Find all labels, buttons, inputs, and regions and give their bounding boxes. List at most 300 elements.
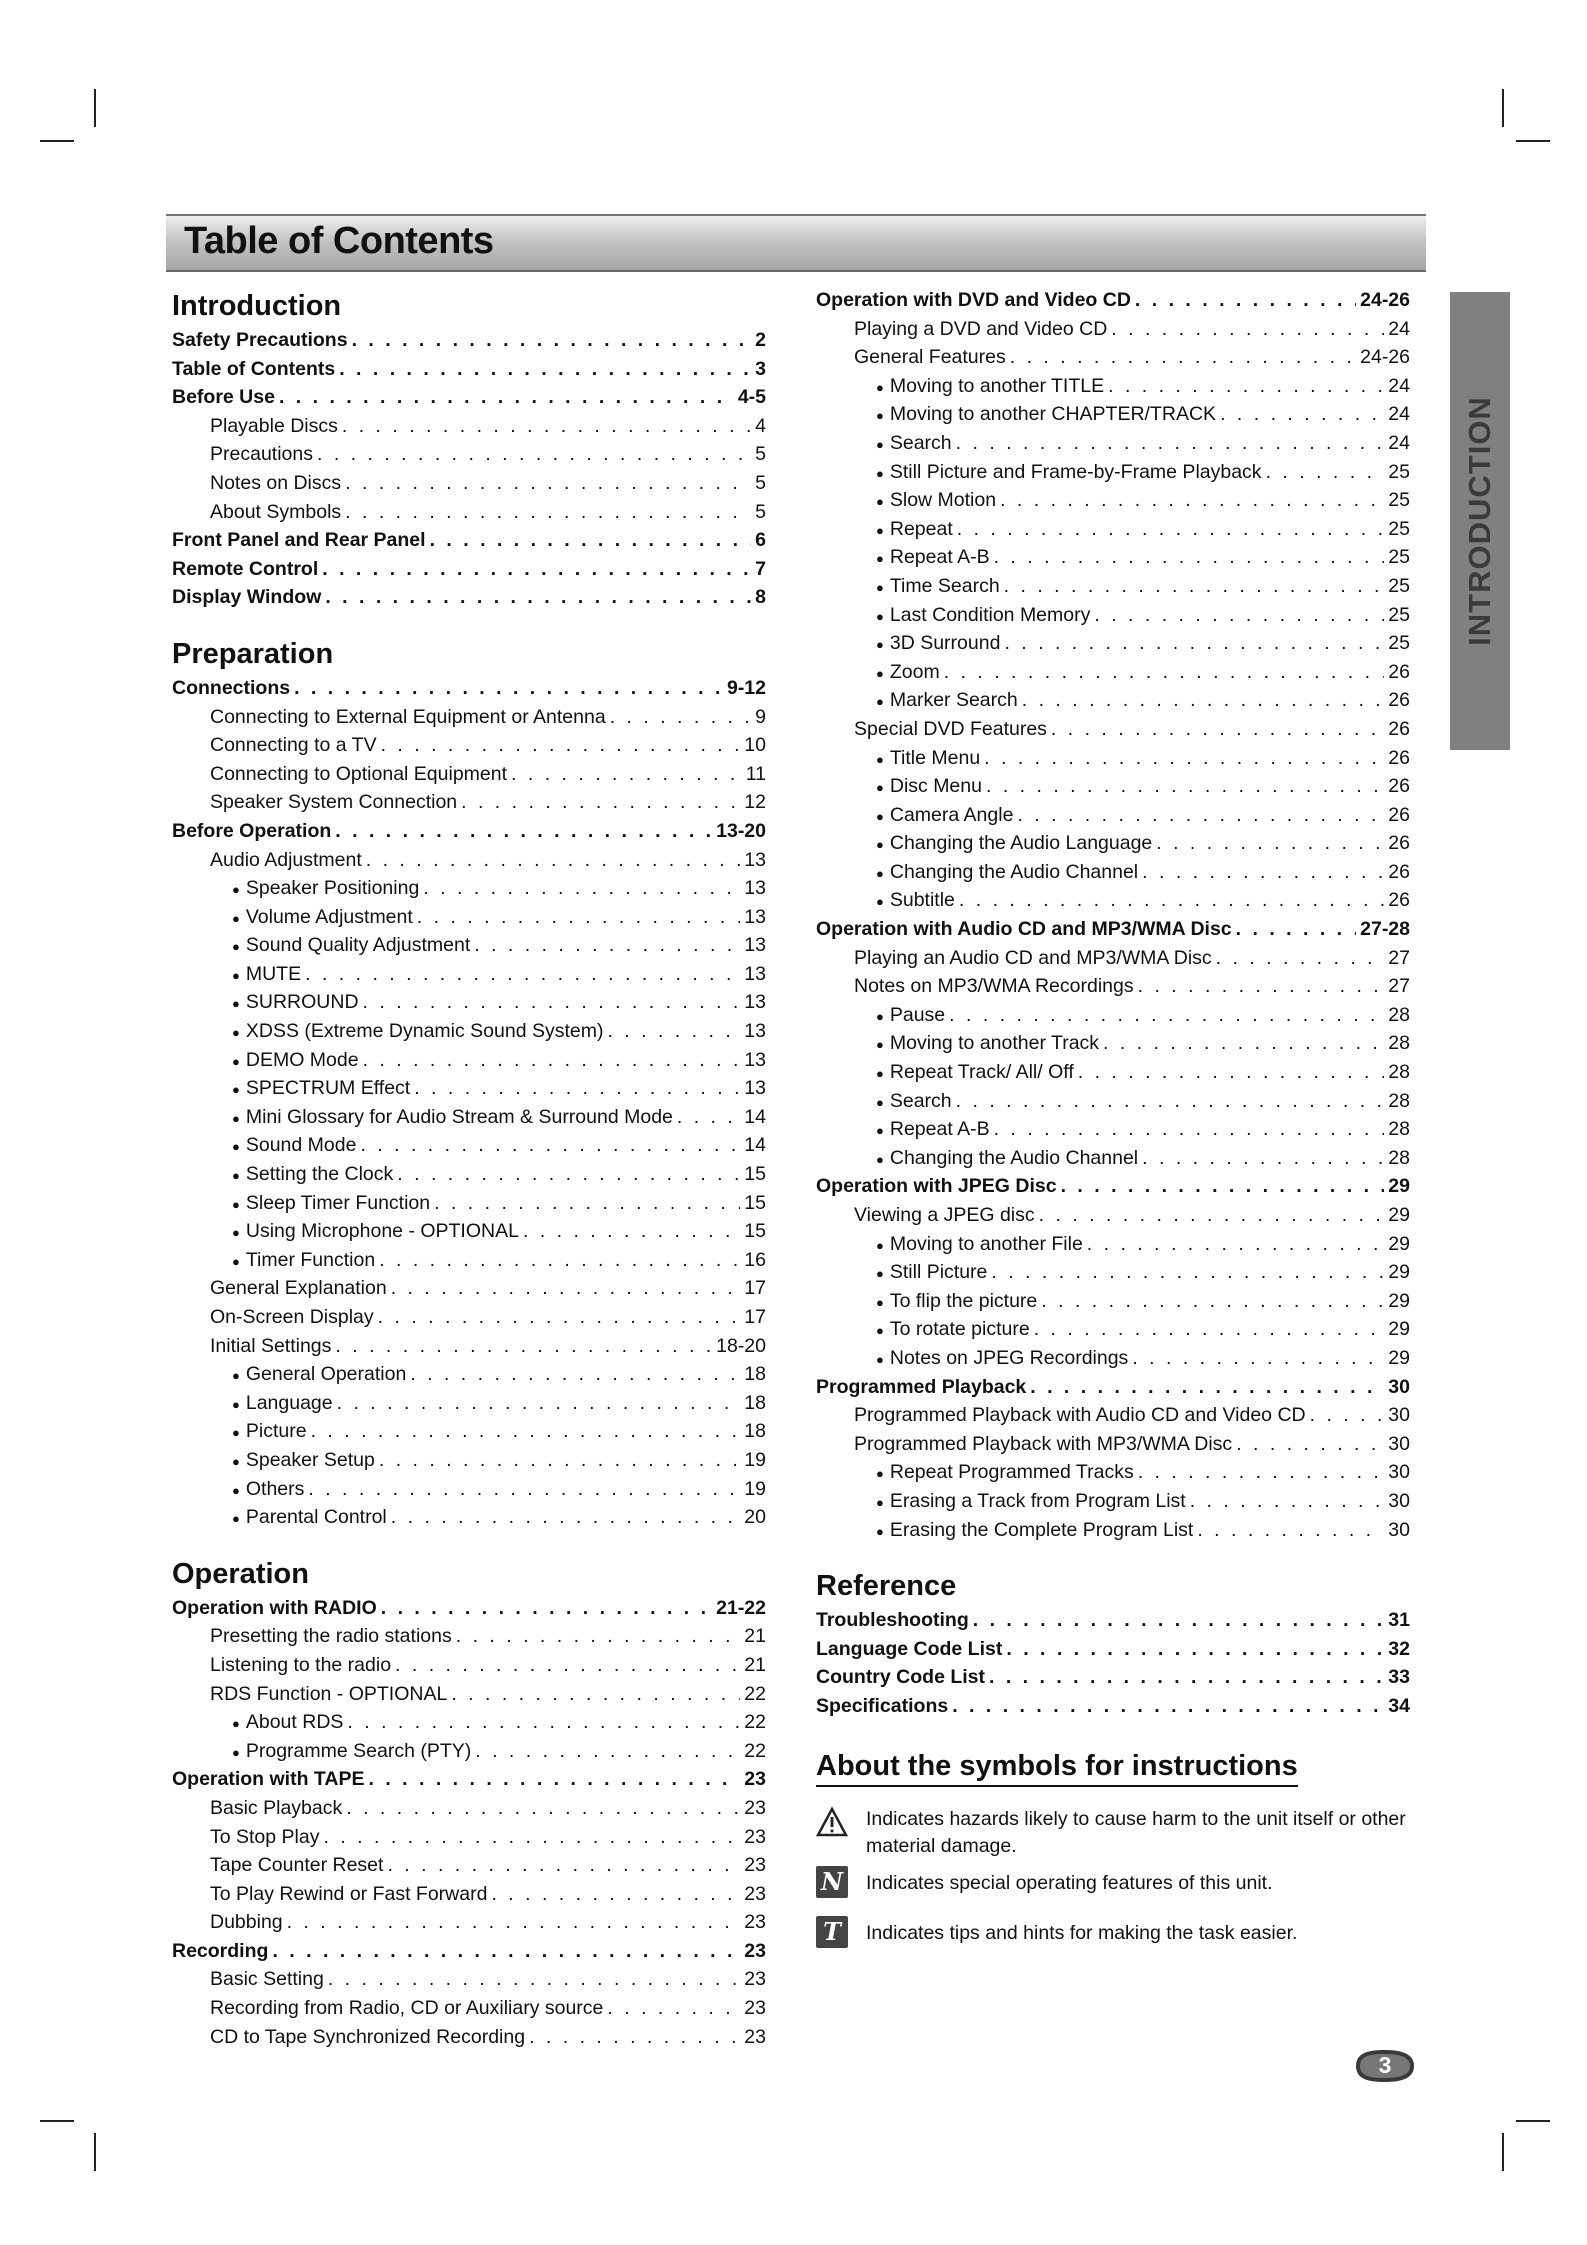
toc-entry-page: 29 [1388,1318,1410,1341]
bullet-icon: ● [232,1368,240,1384]
toc-entry [816,315,1410,344]
bullet-icon: ● [876,780,884,796]
dot-leader [677,1103,740,1132]
bullet-icon: ● [876,465,884,481]
toc-entry-title: Programmed Playback [816,1375,1027,1398]
toc-entry-title: MUTE [245,962,302,985]
toc-entry [816,1430,1410,1459]
dot-leader [1190,1487,1385,1516]
dot-leader [944,658,1385,687]
dot-leader [378,1303,741,1332]
dot-leader [1142,1144,1384,1173]
toc-entry [816,1401,1410,1430]
bullet-icon: ● [232,882,240,898]
toc-entry-title: Remote Control [172,557,319,580]
bullet-icon: ● [876,894,884,910]
dot-leader [323,1823,740,1852]
toc-entry-page: 27 [1388,946,1410,969]
toc-entry-title: Changing the Audio Channel [889,1146,1139,1169]
dot-leader [1004,572,1385,601]
toc-entry-title: Erasing the Complete Program List [889,1518,1194,1541]
toc-entry-page: 23 [744,1939,766,1962]
bullet-icon: ● [876,1066,884,1082]
toc-entry [172,788,766,817]
bullet-icon: ● [876,1008,884,1024]
toc-entry-title: Listening to the radio [210,1653,392,1676]
toc-entry [172,583,766,612]
toc-entry-title: Display Window [172,586,322,609]
bullet-icon: ● [876,694,884,710]
toc-entry [172,1475,766,1504]
toc-entry-title: Connections [172,676,291,699]
toc-entry [816,543,1410,572]
toc-entry [172,1880,766,1909]
toc-entry [172,1765,766,1794]
toc-entry-title: General Features [854,346,1006,369]
toc-entry-title: Language Code List [816,1637,1003,1660]
toc-entry [172,903,766,932]
crop-mark [94,89,96,127]
toc-entry [172,1360,766,1389]
dot-leader [957,515,1385,544]
toc-entry-page: 4-5 [737,386,766,409]
toc-entry-title: Playable Discs [210,414,338,437]
toc-entry [816,772,1410,801]
dot-leader [345,469,751,498]
toc-entry [816,1692,1410,1721]
dot-leader [949,1001,1384,1030]
dot-leader [322,555,751,584]
toc-entry-page: 29 [1388,1261,1410,1284]
toc-entry [816,601,1410,630]
toc-entry [172,1937,766,1966]
dot-leader [1138,1458,1385,1487]
dot-leader [335,817,712,846]
toc-entry-title: Initial Settings [210,1334,332,1357]
toc-entry [816,1458,1410,1487]
toc-entry [816,915,1410,944]
toc-entry-title: RDS Function - OPTIONAL [210,1682,448,1705]
toc-entry-page: 30 [1388,1518,1410,1541]
toc-entry-title: Mini Glossary for Audio Stream & Surround Mode [245,1105,673,1128]
toc-entry-title: Basic Playback [210,1796,343,1819]
toc-entry-page: 5 [755,471,766,494]
toc-entry-title: DEMO Mode [245,1048,359,1071]
toc-entry [172,1622,766,1651]
toc-entry [172,703,766,732]
toc-entry-title: Programme Search (PTY) [245,1739,472,1762]
bullet-icon: ● [876,637,884,653]
dot-leader [391,1274,741,1303]
toc-entry-page: 4 [755,414,766,437]
dot-leader [1000,486,1384,515]
bullet-icon: ● [232,1482,240,1498]
bullet-icon: ● [876,1237,884,1253]
toc-entry-page: 7 [755,557,766,580]
dot-leader [417,903,741,932]
toc-entry-page: 2 [755,329,766,351]
symbol-row-note [816,1866,1426,1898]
toc-entry-page: 26 [1388,860,1410,883]
dot-leader [325,583,751,612]
toc-entry [172,846,766,875]
toc-entry-page: 8 [755,586,766,609]
toc-entry-page: 21 [744,1653,766,1676]
toc-entry-title: SURROUND [245,991,359,1014]
bullet-icon: ● [876,1294,884,1310]
bullet-icon: ● [876,1037,884,1053]
toc-entry [816,572,1410,601]
toc-entry-page: 15 [744,1191,766,1214]
toc-entry-title: To flip the picture [889,1289,1038,1312]
bullet-icon: ● [876,551,884,567]
toc-entry-title: Playing an Audio CD and MP3/WMA Disc [854,946,1212,969]
toc-entry [816,1087,1410,1116]
dot-leader [1216,944,1385,973]
toc-entry-title: Programmed Playback with Audio CD and Video CD [854,1404,1306,1427]
toc-entry-title: Last Condition Memory [889,603,1091,626]
dot-leader [311,1417,741,1446]
symbol-row-warning [816,1806,1426,1860]
toc-entry [172,1389,766,1418]
toc-entry [172,1274,766,1303]
toc-entry [172,1332,766,1361]
toc-entry [816,1144,1410,1173]
dot-leader [1051,715,1384,744]
dot-leader [956,1087,1385,1116]
toc-entry [816,1373,1410,1402]
bullet-icon: ● [232,1453,240,1469]
toc-entry-title: CD to Tape Synchronized Recording [210,2025,526,2048]
side-tab-label: INTRODUCTION [1462,396,1497,646]
toc-entry [816,1663,1410,1692]
toc-entry [172,1503,766,1532]
dot-leader [607,1994,740,2023]
toc-entry [816,629,1410,658]
toc-entry [172,1046,766,1075]
bullet-icon: ● [232,1716,240,1732]
dot-leader [1138,972,1385,1001]
warning-triangle-icon [816,1806,848,1838]
toc-entry-page: 13 [744,1020,766,1043]
toc-entry-page: 14 [744,1134,766,1157]
toc-entry-page: 13 [744,962,766,985]
dot-leader [994,1115,1385,1144]
toc-entry [816,372,1410,401]
toc-entry-page: 20 [744,1506,766,1529]
dot-leader [1197,1516,1384,1545]
toc-entry-title: Erasing a Track from Program List [889,1489,1186,1512]
toc-entry-page: 30 [1388,1404,1410,1427]
toc-entry-title: Repeat A-B [889,546,990,569]
bullet-icon: ● [232,1225,240,1241]
toc-entry-title: Slow Motion [889,489,997,512]
dot-leader [368,1765,740,1794]
dot-leader [347,1708,740,1737]
toc-entry-title: Repeat Programmed Tracks [889,1461,1134,1484]
bullet-icon: ● [876,522,884,538]
bullet-icon: ● [232,1253,240,1269]
dot-leader [1039,1201,1385,1230]
toc-entry-title: Zoom [889,660,940,683]
dot-leader [1010,343,1356,372]
toc-entry-page: 5 [755,500,766,523]
bullet-icon: ● [876,1151,884,1167]
dot-leader [1017,801,1384,830]
toc-entry [816,944,1410,973]
dot-leader [1266,458,1385,487]
toc-entry-title: Title Menu [889,746,981,769]
toc-entry-page: 29 [1388,1289,1410,1312]
toc-entry-title: Subtitle [889,889,955,912]
bullet-icon: ● [876,751,884,767]
toc-entry-title: Pause [889,1003,946,1026]
toc-entry [172,469,766,498]
dot-leader [305,960,740,989]
dot-leader [395,1651,740,1680]
dot-leader [363,1046,741,1075]
toc-entry-page: 6 [755,529,766,552]
dot-leader [1310,1401,1385,1430]
dot-leader [475,1737,740,1766]
toc-entry-page: 11 [745,762,766,785]
toc-entry [172,1651,766,1680]
toc-entry-page: 24 [1388,403,1410,426]
dot-leader [434,1189,740,1218]
dot-leader [1135,286,1356,315]
toc-entry-title: Dubbing [210,1911,283,1934]
dot-leader [346,1794,740,1823]
dot-leader [366,846,741,875]
toc-entry [172,1131,766,1160]
toc-entry-title: Operation with JPEG Disc [816,1175,1057,1198]
toc-entry [172,1908,766,1937]
dot-leader [973,1606,1385,1635]
title-bar [166,214,1426,272]
toc-entry-title: General Explanation [210,1277,387,1300]
toc-entry-title: Repeat A-B [889,1118,990,1141]
section-heading-preparation: Preparation [172,637,334,670]
toc-entry [816,744,1410,773]
symbol-text-note: Indicates special operating features of this unit. [866,1872,1273,1894]
dot-leader [352,326,752,355]
toc-entry-title: Tape Counter Reset [210,1854,384,1877]
tip-t-icon: T [816,1916,848,1948]
toc-entry [816,1635,1410,1664]
dot-leader [456,1622,741,1651]
dot-leader [1094,601,1384,630]
toc-entry-title: Camera Angle [889,803,1014,826]
toc-entry [816,1201,1410,1230]
toc-entry-title: Connecting to Optional Equipment [210,762,508,785]
toc-entry-title: General Operation [245,1363,407,1386]
toc-entry-page: 26 [1388,832,1410,855]
toc-entry [816,658,1410,687]
dot-leader [363,988,741,1017]
toc-entry [816,886,1410,915]
note-n-icon: N [816,1866,848,1898]
toc-entry-page: 25 [1388,489,1410,512]
toc-entry-page: 14 [744,1105,766,1128]
toc-entry-page: 26 [1388,746,1410,769]
toc-entry-page: 16 [744,1248,766,1271]
toc-entry-title: Notes on Discs [210,471,342,494]
toc-entry-title: Moving to another TITLE [889,374,1105,397]
toc-entry-page: 21 [744,1625,766,1648]
toc-entry-page: 30 [1388,1375,1410,1398]
toc-entry-page: 23 [744,2025,766,2048]
toc-entry-title: Sound Quality Adjustment [245,934,471,957]
bullet-icon: ● [232,1053,240,1069]
toc-entry-title: Troubleshooting [816,1609,969,1632]
toc-entry [172,1217,766,1246]
bullet-icon: ● [876,1466,884,1482]
dot-leader [991,1258,1384,1287]
toc-entry [816,286,1410,315]
symbol-row-tip [816,1916,1426,1948]
page-number-badge [1352,2047,1418,2085]
bullet-icon: ● [876,837,884,853]
toc-entry-title: Others [245,1477,305,1500]
bullet-icon: ● [232,1196,240,1212]
toc-entry-title: Moving to another File [889,1232,1083,1255]
toc-entry-page: 29 [1388,1204,1410,1226]
bullet-icon: ● [232,1110,240,1126]
dot-leader [491,1880,740,1909]
bullet-icon: ● [876,579,884,595]
dot-leader [461,788,740,817]
toc-entry-page: 28 [1388,1032,1410,1055]
dot-leader [1004,629,1384,658]
section-heading-reference: Reference [816,1570,957,1603]
toc-entry-title: Time Search [889,574,1000,597]
toc-entry-page: 21-22 [716,1596,766,1619]
toc-entry-page: 26 [1388,689,1410,712]
toc-entry [172,1017,766,1046]
toc-entry-page: 29 [1388,1346,1410,1369]
toc-entry-page: 17 [744,1277,766,1300]
toc-entry-title: Speaker Setup [245,1448,375,1471]
toc-entry-page: 23 [744,1768,766,1791]
toc-entry-title: Presetting the radio stations [210,1625,452,1648]
dot-leader [1022,686,1385,715]
toc-entry [172,1794,766,1823]
dot-leader [984,744,1384,773]
toc-entry [172,1417,766,1446]
page-title: Table of Contents [184,220,494,262]
toc-entry-page: 23 [744,1968,766,1991]
toc-entry-page: 23 [744,1825,766,1848]
toc-entry-page: 24-26 [1360,289,1410,311]
toc-entry-title: Country Code List [816,1666,985,1689]
dot-leader [474,931,740,960]
dot-leader [1236,1430,1384,1459]
section-heading-operation: Operation [172,1557,309,1590]
toc-entry [172,731,766,760]
toc-entry-title: Moving to another CHAPTER/TRACK [889,403,1217,426]
toc-entry-title: Viewing a JPEG disc [854,1204,1035,1226]
crop-mark [1502,2133,1504,2171]
toc-entry-title: Disc Menu [889,775,982,798]
toc-entry-page: 24 [1388,317,1410,340]
toc-entry-title: Volume Adjustment [245,905,413,928]
toc-entry-page: 15 [744,1163,766,1186]
dot-leader [1006,1635,1384,1664]
dot-leader [523,1217,740,1246]
toc-entry [816,486,1410,515]
toc-entry-page: 19 [744,1477,766,1500]
bullet-icon: ● [232,1168,240,1184]
toc-entry [816,1230,1410,1259]
dot-leader [1111,315,1384,344]
toc-entry-page: 30 [1388,1461,1410,1484]
toc-entry-title: Search [889,431,952,454]
toc-entry-title: Changing the Audio Language [889,832,1153,855]
toc-entry-title: About Symbols [210,500,342,523]
toc-entry-page: 24 [1388,374,1410,397]
dot-leader [1132,1344,1384,1373]
toc-entry [816,1258,1410,1287]
dot-leader [387,1851,740,1880]
toc-entry-title: Operation with Audio CD and MP3/WMA Disc [816,918,1232,941]
toc-entry-title: Parental Control [245,1506,387,1529]
toc-entry-title: Safety Precautions [172,329,348,351]
toc-entry [172,355,766,384]
dot-leader [287,1908,741,1937]
toc-entry [172,1965,766,1994]
dot-leader [391,1503,741,1532]
crop-mark [40,140,74,142]
toc-entry [172,1103,766,1132]
toc-entry-title: Setting the Clock [245,1163,394,1186]
toc-entry-title: SPECTRUM Effect [245,1077,411,1100]
dot-leader [430,526,752,555]
toc-entry [172,1160,766,1189]
toc-entry [172,760,766,789]
toc-entry-title: Notes on MP3/WMA Recordings [854,975,1134,998]
toc-entry-page: 3 [755,357,766,380]
toc-entry-title: Operation with DVD and Video CD [816,289,1131,311]
bullet-icon: ● [876,1351,884,1367]
toc-entry [816,1058,1410,1087]
bullet-icon: ● [876,1323,884,1339]
toc-entry-page: 13 [744,905,766,928]
dot-leader [328,1965,740,1994]
dot-leader [956,429,1385,458]
dot-leader [610,703,751,732]
dot-leader [335,1332,712,1361]
crop-mark [1516,140,1550,142]
toc-entry-page: 23 [744,1796,766,1819]
toc-entry-page: 28 [1388,1118,1410,1141]
toc-entry [816,858,1410,887]
toc-entry-page: 15 [744,1220,766,1243]
toc-entry-title: Special DVD Features [854,717,1047,740]
dot-leader [1030,1373,1384,1402]
crop-mark [1502,89,1504,127]
toc-entry [816,686,1410,715]
toc-entry-page: 33 [1388,1666,1410,1689]
toc-entry-page: 28 [1388,1061,1410,1084]
toc-entry-page: 32 [1388,1637,1410,1660]
toc-entry-page: 26 [1388,717,1410,740]
toc-entry [816,1516,1410,1545]
bullet-icon: ● [232,1082,240,1098]
toc-entry [816,801,1410,830]
toc-entry [816,1315,1410,1344]
bullet-icon: ● [876,1094,884,1110]
toc-entry-page: 22 [744,1739,766,1762]
